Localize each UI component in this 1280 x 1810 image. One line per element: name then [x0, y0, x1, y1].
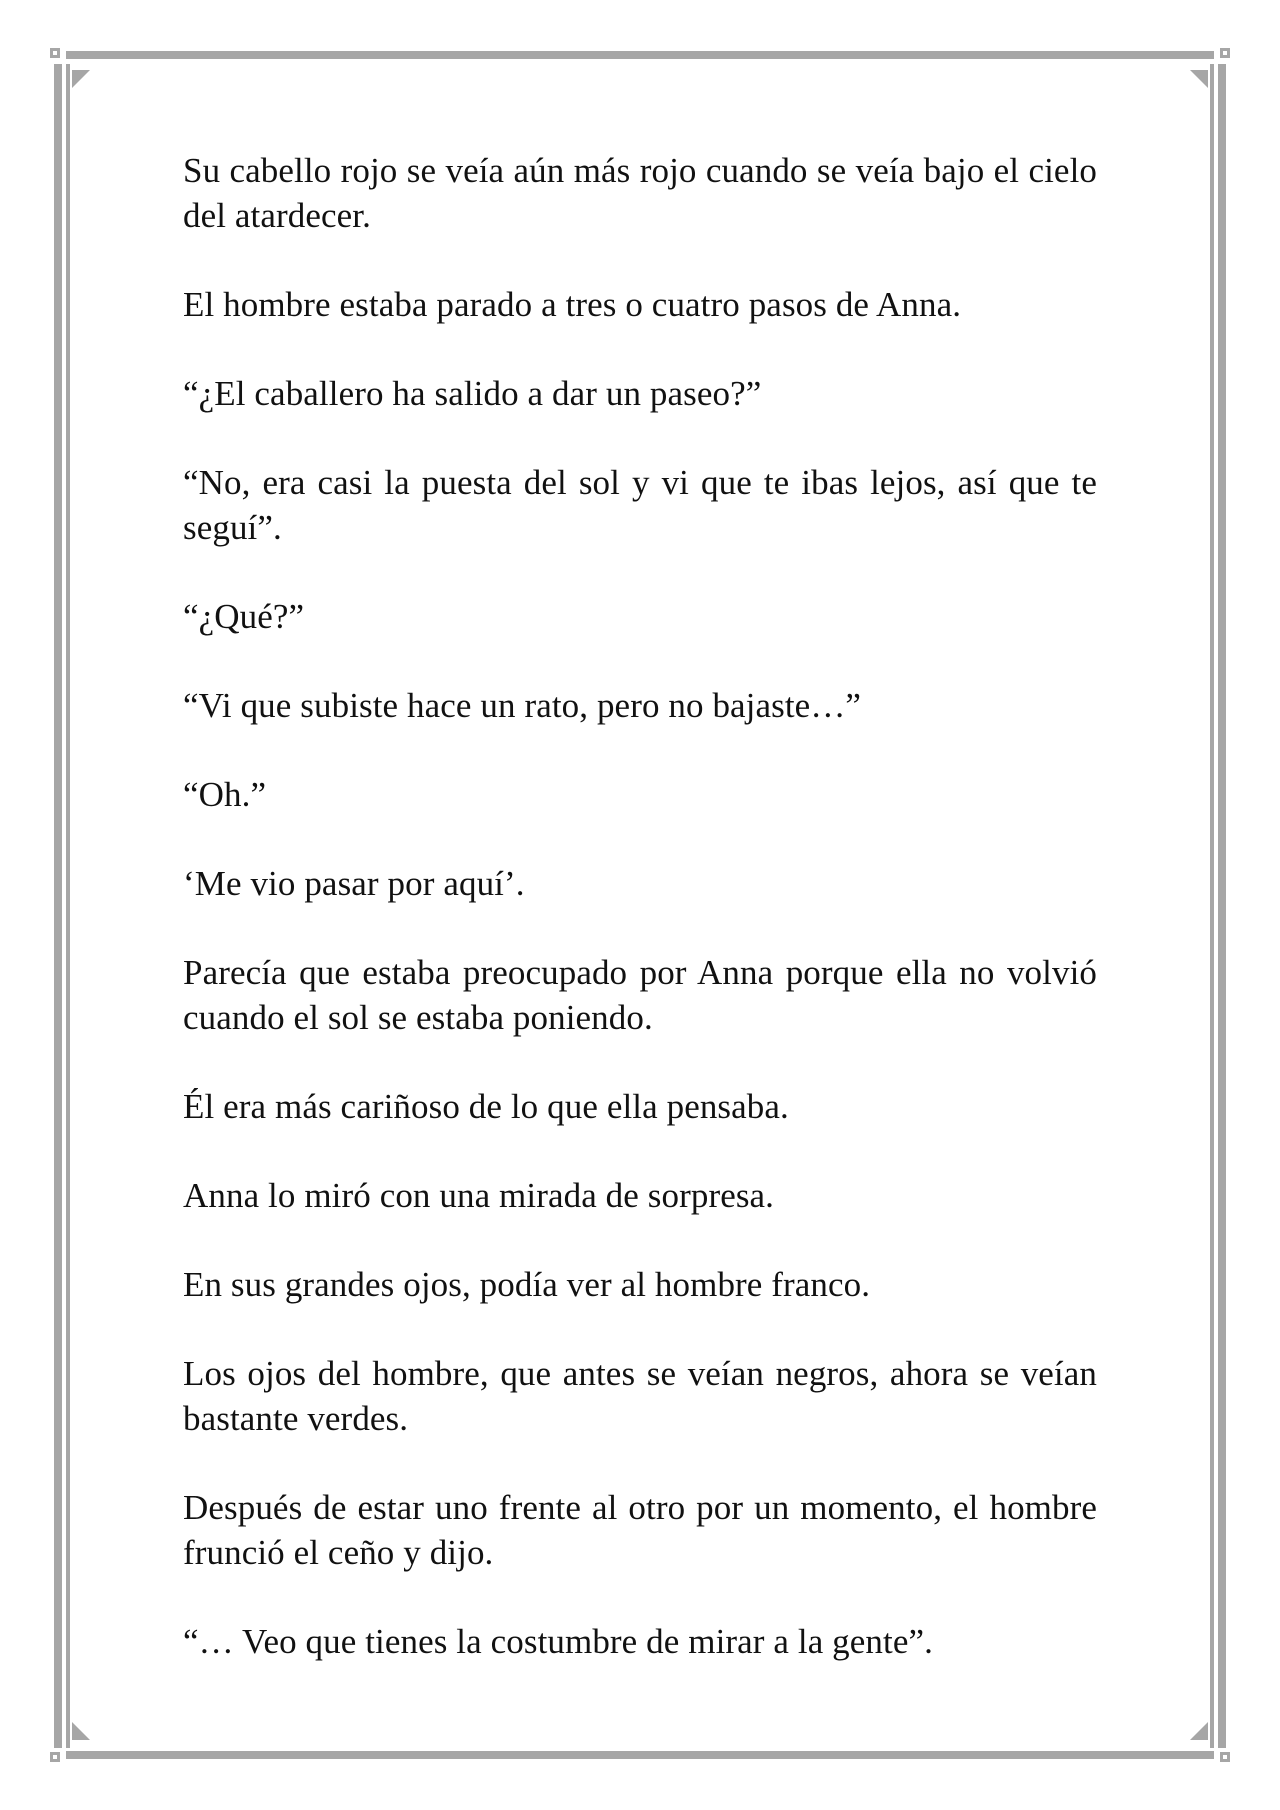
paragraph: Su cabello rojo se veía aún más rojo cuando se veía bajo el cielo del atardecer.	[183, 151, 1097, 235]
paragraph: “Vi que subiste hace un rato, pero no bajaste…”	[183, 686, 862, 725]
paragraph: Él era más cariñoso de lo que ella pensaba.	[183, 1087, 789, 1126]
paragraph: En sus grandes ojos, podía ver al hombre franco.	[183, 1265, 871, 1304]
paragraph: “Oh.”	[183, 775, 267, 814]
paragraph: “¿El caballero ha salido a dar un paseo?”	[183, 374, 762, 413]
paragraph: El hombre estaba parado a tres o cuatro pasos de Anna.	[183, 285, 962, 324]
paragraph: “¿Qué?”	[183, 597, 305, 636]
paragraph: ‘Me vio pasar por aquí’.	[183, 864, 525, 903]
paragraph: Después de estar uno frente al otro por un momento, el hombre frunció el ceño y dijo.	[183, 1488, 1097, 1572]
paragraph: Anna lo miró con una mirada de sorpresa.	[183, 1176, 775, 1215]
paragraph: “… Veo que tienes la costumbre de mirar a la gente”.	[183, 1622, 933, 1661]
paragraph: Parecía que estaba preocupado por Anna porque ella no volvió cuando el sol se estaba poniendo.	[183, 953, 1097, 1037]
page-body-text	[183, 148, 1097, 1664]
paragraph: “No, era casi la puesta del sol y vi que te ibas lejos, así que te seguí”.	[183, 463, 1097, 547]
paragraph: Los ojos del hombre, que antes se veían negros, ahora se veían bastante verdes.	[183, 1354, 1097, 1438]
